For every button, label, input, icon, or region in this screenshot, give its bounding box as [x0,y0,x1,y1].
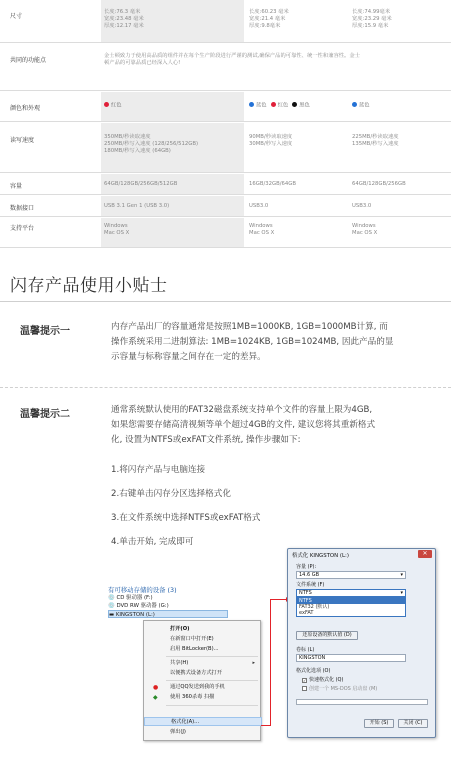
spec-label-capacity: 容量 [10,183,23,190]
interface-col1: USB 3.1 Gen 1 (USB 3.0) [104,203,170,209]
common-text: 金士顿致力于使用高品质的组件并在每个生产阶段进行严谨的测试,确保产品的可靠性、统一性和兼容性。金士 顿产品的可靠品质已经深入人心! [104,53,360,66]
spec-label-colors: 颜色和外观 [10,105,41,112]
menu-portable-device[interactable]: 以便携式设备方式打开 [170,670,222,676]
color-name: 蓝色 [359,102,370,109]
color-swatch [104,102,122,110]
spec-row-platform [0,218,451,248]
color-name: 蓝色 [256,102,267,109]
capacity-label: 容量 (P): [296,564,317,570]
dvd-drive-icon: 💿 [108,603,115,609]
quick-format-checkbox[interactable]: ✓ 快速格式化 (Q) [303,677,344,683]
size-col2: 长度:60.23 毫米 宽度:21.4 毫米 厚度:9.8毫米 [249,9,289,29]
menu-eject[interactable]: 弹出(J) [170,729,186,735]
tips-divider [0,301,451,302]
fs-option-ntfs[interactable]: NTFS [297,598,405,604]
menu-360-scan[interactable]: 使用 360杀毒 扫描 [170,694,215,700]
menu-share[interactable]: 共享(H) [170,660,189,666]
close-button[interactable]: 关闭 (C) [398,719,428,728]
tips-title: 闪存产品使用小贴士 [10,276,168,296]
format-options-label: 格式化选项 (O) [296,668,331,674]
colors-col2 [249,102,345,110]
spec-label-speed: 读写速度 [10,137,35,144]
filesystem-label: 文件系统 (F) [296,582,325,588]
dropdown-arrow-icon: ▾ [400,590,403,596]
platform-col1: Windows Mac OS X [104,223,130,236]
spec-row-colors [0,92,451,122]
menu-format[interactable]: 格式化(A)... [144,717,262,726]
color-name: 黑色 [299,102,310,109]
size-col1: 长度:76.3 毫米 宽度:23.48 毫米 厚度:12.17 毫米 [104,9,144,29]
spec-row-interface [0,196,451,217]
volume-label-label: 卷标 (L) [296,647,315,653]
menu-send-qq[interactable]: 通过QQ发送到我的手机 [170,684,225,690]
usb-drive-icon: ▬ [109,612,115,618]
format-dialog [287,548,436,738]
format-progress [296,699,428,705]
restore-defaults-button[interactable]: 还原设备的默认值 (D) [296,631,358,640]
shield-360-icon: ◆ [153,694,158,701]
menu-open-new-window[interactable]: 在新窗口中打开(E) [170,636,214,642]
fs-option-exfat[interactable]: exFAT [299,610,314,616]
volume-label-input[interactable]: KINGSTON [296,654,406,662]
removable-devices-heading: 有可移动存储的设备 (3) [108,586,177,594]
tip2-label: 温馨提示二 [20,409,70,420]
tip1-label: 温馨提示一 [20,326,70,337]
color-dot-icon [249,102,254,107]
msdos-checkbox[interactable]: 创建一个 MS-DOS 启动盘 (M) [302,685,377,692]
menu-separator [166,680,258,681]
capacity-col3: 64GB/128GB/256GB [352,181,406,187]
tip2-step-1: 1.将闪存产品与电脑连接 [111,465,206,475]
speed-col3: 225MB/秒读取速度 135MB/秒写入速度 [352,134,399,147]
menu-open[interactable]: 打开(O) [170,626,190,632]
submenu-arrow-icon: ▸ [252,660,255,666]
spec-label-common: 共同的功能点 [10,57,47,64]
size-col3: 长度:74.99毫米 宽度:23.29 毫米 厚度:15.9 毫米 [352,9,392,29]
dropdown-arrow-icon: ▾ [400,572,403,578]
color-dot-icon [104,102,109,107]
tip2-body: 通常系统默认使用的FAT32磁盘系统支持单个文件的容量上限为4GB, 如果您需要存储高清视频等单个超过4GB的文件, 建议您将其重新格式 化, 设置为NTFS或exFAT文件系统, 操作步骤如下: [111,405,376,445]
filesystem-select[interactable]: NTFS ▾ [296,589,406,597]
tip1-body: 内存产品出厂的容量通常是按照1MB=1000KB, 1GB=1000MB计算, 而 操作系统采用二进制算法: 1MB=1024KB, 1GB=1024MB, 因此产品的显 示容量与标称容量之间存在一定的差异。 [111,322,394,362]
platform-col2: Windows Mac OS X [249,223,275,236]
spec-label-size: 尺寸 [10,13,23,20]
color-swatch [352,102,370,110]
colors-col1 [104,102,242,110]
color-name: 红色 [111,102,122,109]
fs-option-fat32[interactable]: FAT32 (默认) [299,604,330,610]
capacity-select[interactable]: 14.6 GB ▾ [296,571,406,579]
color-swatch [292,102,310,110]
spec-row-speed [0,123,451,173]
speed-col2: 90MB/秒读取速度 30MB/秒写入速度 [249,134,293,147]
menu-separator [166,656,258,657]
spec-row-size [0,0,451,43]
speed-col1: 350MB/秒读取速度 250MB/秒写入速度 (128/256/512GB) 180MB/秒写入速度 (64GB) [104,134,199,154]
drive-kingston[interactable]: ▬ KINGSTON (L:) [108,610,228,618]
checkmark-icon: ✓ [303,678,307,683]
explorer-panel [108,585,228,618]
tip2-step-4: 4.单击开始, 完成即可 [111,537,194,547]
tips-separator [0,387,451,388]
color-swatch [249,102,267,110]
interface-col2: USB3.0 [249,203,269,209]
tip2-step-2: 2.右键单击闪存分区选择格式化 [111,489,231,499]
colors-col3 [352,102,450,110]
color-swatch [271,102,289,110]
connector-line [270,599,271,726]
tip2-step-3: 3.在文件系统中选择NTFS或exFAT格式 [111,513,261,523]
dialog-close-icon[interactable]: ✕ [418,550,432,558]
spec-row-capacity [0,174,451,195]
capacity-col2: 16GB/32GB/64GB [249,181,297,187]
dialog-title: 格式化 KINGSTON (L:) [292,553,349,559]
color-dot-icon [292,102,297,107]
color-name: 红色 [277,102,289,109]
context-menu [143,620,261,741]
filesystem-options [296,597,406,617]
spec-label-platform: 支持平台 [10,225,35,232]
drive-cd[interactable]: 💿 CD 驱动器 (F:) [108,595,153,601]
platform-col3: Windows Mac OS X [352,223,378,236]
capacity-col1: 64GB/128GB/256GB/512GB [104,181,178,187]
color-dot-icon [271,102,276,107]
spec-label-interface: 数据接口 [10,205,35,212]
start-button[interactable]: 开始 (S) [364,719,394,728]
cd-drive-icon: 💿 [108,595,115,601]
drive-dvd[interactable]: 💿 DVD RW 驱动器 (G:) [108,603,169,609]
color-dot-icon [352,102,357,107]
menu-separator [166,705,258,706]
spec-row-common [0,44,451,91]
qq-icon: ● [153,684,159,691]
menu-bitlocker[interactable]: 启用 BitLocker(B)... [170,646,219,652]
interface-col3: USB3.0 [352,203,372,209]
